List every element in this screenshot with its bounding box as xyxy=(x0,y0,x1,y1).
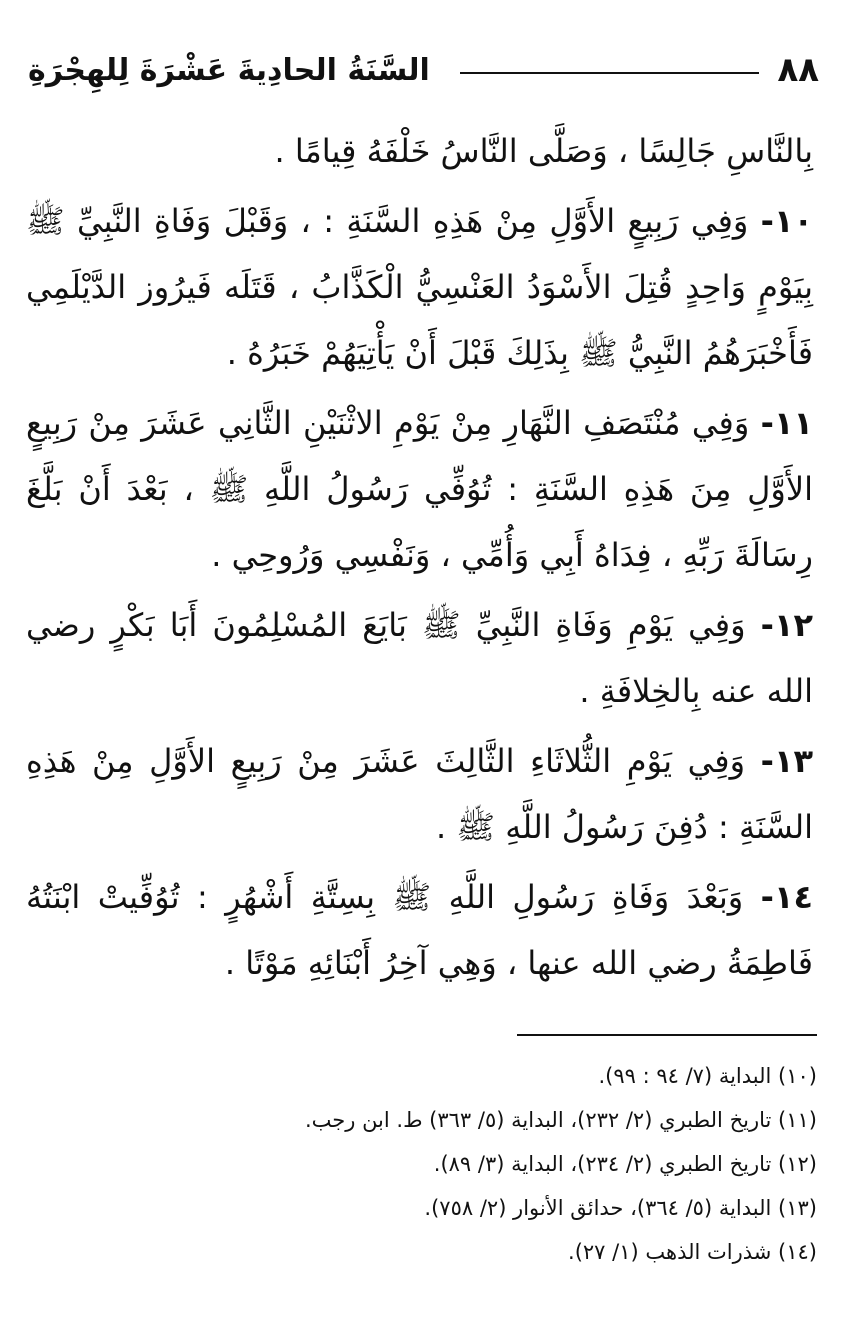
footnote-14: (١٤) شذرات الذهب (١/ ٢٧). xyxy=(568,1240,817,1264)
paragraph-14 xyxy=(26,864,813,996)
paragraph-text: وَفِي رَبِيعٍ الأَوَّلِ مِنْ هَذِهِ السَّنَةِ : ، وَقَبْلَ وَفَاةِ النَّبِيِّ ﷺ بِيَوْمٍ وَاحِدٍ قُتِلَ الأَسْوَدُ العَنْسِيُّ الْكَذَّابُ ، قَتَلَه فَيرُوز الدَّيْلَمِي فَأَخْبَرَهُمُ النَّبِيُّ ﷺ بِذَلِكَ قَبْلَ أَنْ يَأْتِيَهُمْ خَبَرُهُ . xyxy=(26,202,813,372)
running-title: السَّنَةُ الحادِيةَ عَشْرَةَ لِلهِجْرَةِ xyxy=(28,52,430,88)
paragraph-10 xyxy=(26,188,813,386)
paragraph-number: ١٤- xyxy=(760,878,814,916)
paragraph-text: وَفِي مُنْتَصَفِ النَّهَارِ مِنْ يَوْمِ الاثْنَيْنِ الثَّانِي عَشَرَ مِنْ رَبِيعٍ الأَوَّلِ مِنَ هَذِهِ السَّنَةِ : تُوُفِّي رَسُولُ اللَّهِ ﷺ ، بَعْدَ أَنْ بَلَّغَ رِسَالَةَ رَبِّهِ ، فِدَاهُ أَبِي وَأُمِّي ، وَنَفْسِي وَرُوحِي . xyxy=(26,404,813,574)
footnote-13: (١٣) البداية (٥/ ٣٦٤)، حدائق الأنوار (٢/ ٧٥٨). xyxy=(424,1196,817,1220)
footnote-11: (١١) تاريخ الطبري (٢/ ٢٣٢)، البداية (٥/ ٣٦٣) ط. ابن رجب. xyxy=(304,1108,817,1132)
paragraph-number: ١١- xyxy=(760,404,814,442)
paragraph-text: وَبَعْدَ وَفَاةِ رَسُولِ اللَّهِ ﷺ بِسِتَّةِ أَشْهُرٍ : تُوُفِّيتْ ابْنَتُهُ فَاطِمَةُ رضي الله عنها ، وَهِي آخِرُ أَبْنَائِهِ مَوْتًا . xyxy=(26,878,813,982)
footnote-12: (١٢) تاريخ الطبري (٢/ ٢٣٤)، البداية (٣/ ٨٩). xyxy=(433,1152,817,1176)
paragraph-text: وَفِي يَوْمِ الثُّلاثَاءِ الثَّالِثَ عَشَرَ مِنْ رَبِيعٍ الأَوَّلِ مِنْ هَذِهِ السَّنَةِ : دُفِنَ رَسُولُ اللَّهِ ﷺ . xyxy=(26,742,813,846)
footnotes xyxy=(30,1054,817,1274)
paragraph-number: ١٣- xyxy=(760,742,814,780)
paragraph-11 xyxy=(26,390,813,588)
header-rule xyxy=(460,72,760,74)
footnote-10: (١٠) البداية (٧/ ٩٤ : ٩٩). xyxy=(598,1064,817,1088)
paragraph-text: وَفِي يَوْمِ وَفَاةِ النَّبِيِّ ﷺ بَايَعَ المُسْلِمُونَ أَبَا بَكْرٍ رضي الله عنه بِالخِلافَةِ . xyxy=(26,606,813,710)
page-number: ٨٨ xyxy=(777,50,819,90)
footnote-separator xyxy=(517,1034,817,1036)
paragraph-number: ١٢- xyxy=(760,606,814,644)
paragraph-text: بِالنَّاسِ جَالِسًا ، وَصَلَّى النَّاسُ خَلْفَهُ قِيامًا . xyxy=(274,132,813,170)
paragraph-13 xyxy=(26,728,813,860)
paragraph-number: ١٠- xyxy=(760,202,814,240)
paragraph-continuation xyxy=(26,118,813,184)
main-text xyxy=(26,118,813,1000)
paragraph-12 xyxy=(26,592,813,724)
page-header xyxy=(28,48,819,92)
